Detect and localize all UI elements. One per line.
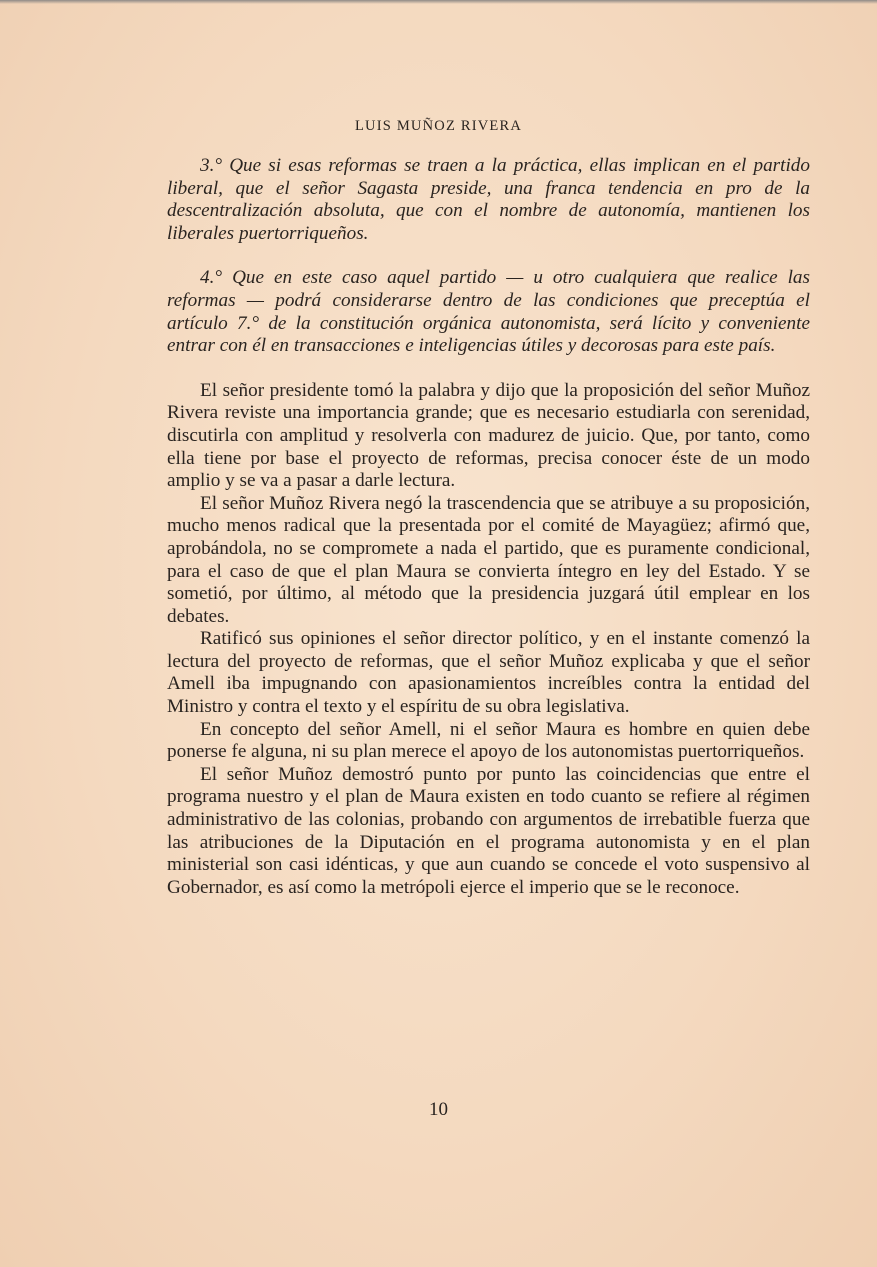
paragraph-gap — [167, 358, 810, 380]
paragraph-point-3: 3.° Que si esas reformas se traen a la práctica, ellas implican en el partido liberal, que el señor Sagasta preside, una franca tendencia en pro de la descentralización absoluta, que con el nombre de autonomía, mantienen los liberales puertorriqueños. — [167, 155, 810, 244]
paragraph-point-4: 4.° Que en este caso aquel partido — u otro cualquiera que realice las reformas — podrá considerarse dentro de las condiciones que preceptúa el artículo 7.° de la constitución orgánica autonomista, será lícito y conveniente entrar con él en transacciones e inteligencias útiles y decorosas para este país. — [167, 267, 810, 357]
paragraph-gap — [167, 245, 810, 267]
running-head: LUIS MUÑOZ RIVERA — [354, 118, 522, 134]
paragraph: En concepto del señor Amell, ni el señor Maura es hombre en quien debe ponerse fe alguna, ni su plan merece el apoyo de los autonomistas puertorriqueños. — [167, 718, 810, 763]
paragraph: El señor Muñoz Rivera negó la trascendencia que se atribuye a su proposición, mucho menos radical que la presentada por el comité de Mayagüez; afirmó que, aprobándola, no se compromete a nada el partido, que es puramente condicional, para el caso de que el plan Maura se convierta íntegro en ley del Estado. Y se sometió, por último, al método que la presidencia juzgará útil emplear en los debates. — [167, 492, 810, 627]
page-top-edge — [0, 0, 877, 4]
page-number: 10 — [429, 1099, 448, 1120]
paragraph: Ratificó sus opiniones el señor director político, y en el instante comenzó la lectura del proyecto de reformas, que el señor Muñoz explicaba y que el señor Amell iba impugnando con apasionamientos increíbles contra la entidad del Ministro y contra el texto y el espíritu de su obra legislativa. — [167, 628, 810, 718]
paragraph: El señor presidente tomó la palabra y dijo que la proposición del señor Muñoz Rivera reviste una importancia grande; que es necesario estudiarla con serenidad, discutirla con amplitud y resolverla con madurez de juicio. Que, por tanto, como ella tiene por base el proyecto de reformas, precisa conocer éste de un modo amplio y se va a pasar a darle lectura. — [167, 379, 810, 492]
body-text — [167, 155, 810, 899]
paragraph: El señor Muñoz demostró punto por punto las coincidencias que entre el programa nuestro y el plan de Maura existen en todo cuanto se refiere al régimen administrativo de las colonias, probando con argumentos de irrebatible fuerza que las atribuciones de la Diputación en el programa autonomista y en el plan ministerial son casi idénticas, y que aun cuando se concede el voto suspensivo al Gobernador, es así como la metrópoli ejerce el imperio que se le reconoce. — [167, 763, 810, 898]
